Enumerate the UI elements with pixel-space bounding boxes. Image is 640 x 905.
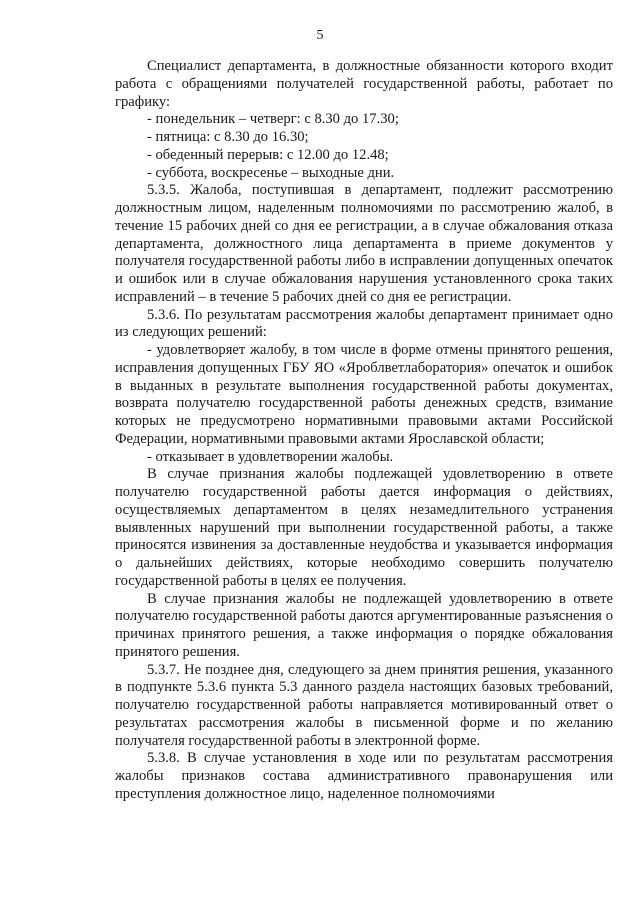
schedule-list-item: - пятница: с 8.30 до 16.30; bbox=[147, 129, 309, 145]
schedule-list-item: - суббота, воскресенье – выходные дни. bbox=[147, 164, 395, 181]
paragraph: 5.3.7. Не позднее дня, следующего за днем принятия решения, указанного в подпункте 5.3.6 пункта 5.3 данного раздела настоящих базовых требований, получателю государственной работы направляется мотивированный ответ о результатах рассмотрения жалобы в письменной форме и по желанию получателя государственной работы в электронной форме. bbox=[115, 661, 613, 749]
paragraph: - отказывает в удовлетворении жалобы. bbox=[147, 448, 394, 465]
document-body bbox=[115, 58, 613, 804]
paragraph: В случае признания жалобы подлежащей удовлетворению в ответе получателю государственной работы дается информация о действиях, осуществляемых департаментом в целях незамедлительного устранения выявленных нарушений при выполнении государственной работы, а также приносятся извинения за доставленные неудобства и указывается информация о дальнейших действиях, которые необходимо совершить получателю государственной работы в целях ее получения. bbox=[115, 466, 613, 589]
page-number: 5 bbox=[316, 28, 324, 43]
paragraph: В случае признания жалобы не подлежащей удовлетворению в ответе получателю государственной работы даются аргументированные разъяснения о причинах принятого решения, а также информация о порядке обжалования принятого решения. bbox=[115, 590, 613, 660]
paragraph: 5.3.5. Жалоба, поступившая в департамент, подлежит рассмотрению должностным лицом, наделенным полномочиями по рассмотрению жалоб, в течение 15 рабочих дней со дня ее регистрации, а в случае обжалования отказа департамента, должностного лица департамента в приеме документов у получателя государственной работы либо в исправлении допущенных опечаток и ошибок или в случае обжалования нарушения установленного срока таких исправлений – в течение 5 рабочих дней со дня ее регистрации. bbox=[115, 182, 613, 305]
paragraph: 5.3.8. В случае установления в ходе или по результатам рассмотрения жалобы признаков состава административного правонарушения или преступления должностное лицо, наделенное полномочиями bbox=[115, 750, 613, 802]
paragraph: Специалист департамента, в должностные обязанности которого входит работа с обращениями получателей государственной работы, работает по графику: bbox=[115, 58, 613, 110]
schedule-list-item: - обеденный перерыв: с 12.00 до 12.48; bbox=[147, 146, 389, 163]
paragraph: 5.3.6. По результатам рассмотрения жалобы департамент принимает одно из следующих решений: bbox=[115, 306, 613, 341]
schedule-list-item: - понедельник – четверг: с 8.30 до 17.30; bbox=[147, 111, 399, 128]
paragraph: - удовлетворяет жалобу, в том числе в форме отмены принятого решения, исправления допущенных ГБУ ЯО «Яроблветлаборатория» опечаток и ошибок в выданных в результате выполнения государственной работы документах, возврата получателю государственной работы денежных средств, взимание которых не предусмотрено нормативными правовыми актами Российской Федерации, нормативными правовыми актами Ярославской области; bbox=[115, 342, 613, 447]
